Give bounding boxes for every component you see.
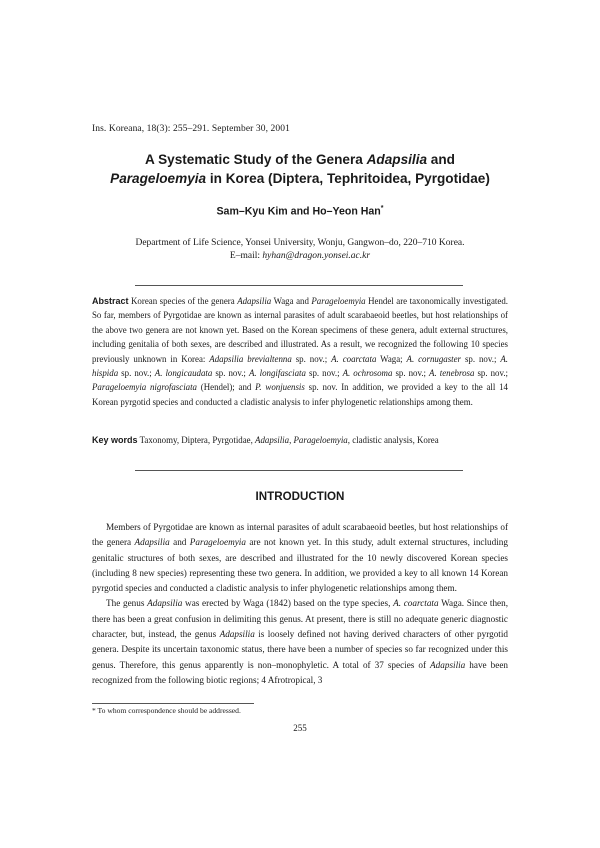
species-name: A. longifasciata [248, 368, 306, 379]
abstract-text: sp. nov.; [461, 353, 501, 364]
author-line [60, 205, 540, 218]
abstract-text: sp. nov.; [305, 368, 343, 379]
body-text: The genus [106, 598, 148, 609]
abstract-text: Korean species of the genera [128, 296, 238, 306]
genus-name: Adapsilia [255, 435, 290, 445]
abstract-text: Waga; [376, 353, 407, 364]
keywords-text: , [289, 435, 294, 445]
genus-name: Adapsilia [237, 296, 272, 306]
title-genus-adapsilia: Adapsilia [366, 152, 428, 167]
species-name: A. cornugaster [406, 353, 462, 364]
abstract-text: sp. nov.; [118, 368, 155, 379]
abstract-text: Hendel are taxonomically investigated. So far, members of Pyrgotidae are known as internal parasites of adult scarabaeoid beetles, but host relationships of the above two genera are not known yet. Based on the Korean specimens of these genera, adult external structures, including genitalia of both sexes, are described and illustrated. As a result, we recognized the following 10 species previously unknown in Korea: [92, 296, 508, 364]
abstract-text: sp. nov.; [291, 353, 332, 364]
genus-name: Adapsilia [219, 629, 255, 640]
author-connector: and [287, 205, 313, 218]
body-text: and [169, 537, 190, 548]
title-text: and [427, 152, 455, 167]
abstract-top-divider [135, 285, 463, 286]
section-heading-introduction: INTRODUCTION [255, 490, 345, 503]
affiliation [40, 237, 560, 263]
body-text: Members of Pyrgotidae are known as internal parasites of adult scarabaeoid beetles, but host relationships of the genera [92, 522, 508, 548]
species-name: Parageloemyia nigrofasciata [92, 382, 197, 393]
genus-name: Adapsilia [430, 659, 466, 670]
abstract-text: sp. nov.; [392, 368, 430, 379]
body-text: have been recognized from the following biotic regions; 4 Afrotropical, 3 [92, 659, 508, 685]
email-label: E–mail: [229, 251, 263, 261]
genus-name: Parageloemyia [293, 435, 348, 445]
body-text: are not known yet. In this study, adult external structures, including genitalic structures of both sexes, are described and illustrated for the 10 newly discovered Korean species (including 8 new species) representing these two genera. In addition, we provided a key to all known 14 Korean pyrgotid species and conducted a cladistic analysis to infer phylogenetic relationships among them. [92, 537, 508, 594]
species-name: P. wonjuensis [255, 382, 305, 393]
intro-paragraph-2 [92, 596, 508, 688]
corresponding-author-mark: * [380, 205, 384, 212]
keywords [92, 434, 508, 447]
species-name: A. coarctata [393, 598, 439, 609]
body-text: Waga. Since then, there has been a great confusion in delimiting this genus. At present, there is still no adequate generic diagnostic character, but, instead, the genus [92, 598, 509, 640]
species-name: A. hispida [92, 353, 508, 379]
title-genus-parageloemyia: Parageloemyia [110, 171, 207, 186]
abstract-text: sp. nov. In addition, we provided a key to the all 14 Korean pyrgotid species and conducted a cladistic analysis to infer phylogenetic relationships among them. [92, 382, 508, 407]
title-text: A Systematic Study of the Genera [145, 152, 367, 167]
species-name: A. longicaudata [154, 368, 213, 379]
species-name: A. tenebrosa [429, 368, 475, 379]
abstract [92, 294, 508, 409]
genus-name: Parageloemyia [189, 537, 246, 548]
abstract-text: Waga and [271, 296, 312, 306]
genus-name: Adapsilia [134, 537, 170, 548]
author-name: Sam–Kyu Kim [216, 205, 288, 218]
abstract-text: sp. nov.; [212, 368, 249, 379]
paper-title [60, 150, 540, 188]
email-address[interactable]: hyhan@dragon.yonsei.ac.kr [262, 251, 371, 261]
species-name: A. ochrosoma [342, 368, 393, 379]
page-number: 255 [293, 723, 307, 733]
affiliation-address: Department of Life Science, Yonsei University, Wonju, Gangwon–do, 220–710 Korea. [135, 238, 465, 248]
body-text: was erected by Waga (1842) based on the type species, [182, 598, 394, 609]
introduction-body [92, 520, 508, 688]
intro-paragraph-1 [92, 520, 508, 596]
keywords-text: , cladistic analysis, Korea [347, 435, 439, 445]
footnote: * To whom correspondence should be addressed. [92, 706, 241, 715]
body-text: is loosely defined not having derived characters of other pyrgotid genera. Despite its uncertain taxonomic status, there have been a number of species so far recognized under this genus. Therefore, this genus apparently is non–monophyletic. A total of 37 species of [92, 629, 508, 670]
footnote-divider [92, 703, 254, 704]
keywords-label: Key words [92, 435, 138, 445]
keywords-text: Taxonomy, Diptera, Pyrgotidae, [137, 435, 256, 445]
species-name: A. coarctata [331, 353, 377, 364]
author-name: Ho–Yeon Han [312, 205, 381, 218]
abstract-label: Abstract [92, 296, 129, 306]
abstract-text: (Hendel); and [197, 382, 256, 393]
genus-name: Parageloemyia [311, 296, 366, 306]
journal-reference: Ins. Koreana, 18(3): 255–291. September 30, 2001 [92, 124, 290, 134]
title-text: in Korea (Diptera, Tephritoidea, Pyrgotidae) [206, 171, 490, 186]
species-name: Adapsilia brevialtenna [209, 353, 292, 364]
abstract-text: sp. nov.; [474, 368, 509, 379]
abstract-bottom-divider [135, 470, 463, 471]
genus-name: Adapsilia [147, 598, 183, 609]
